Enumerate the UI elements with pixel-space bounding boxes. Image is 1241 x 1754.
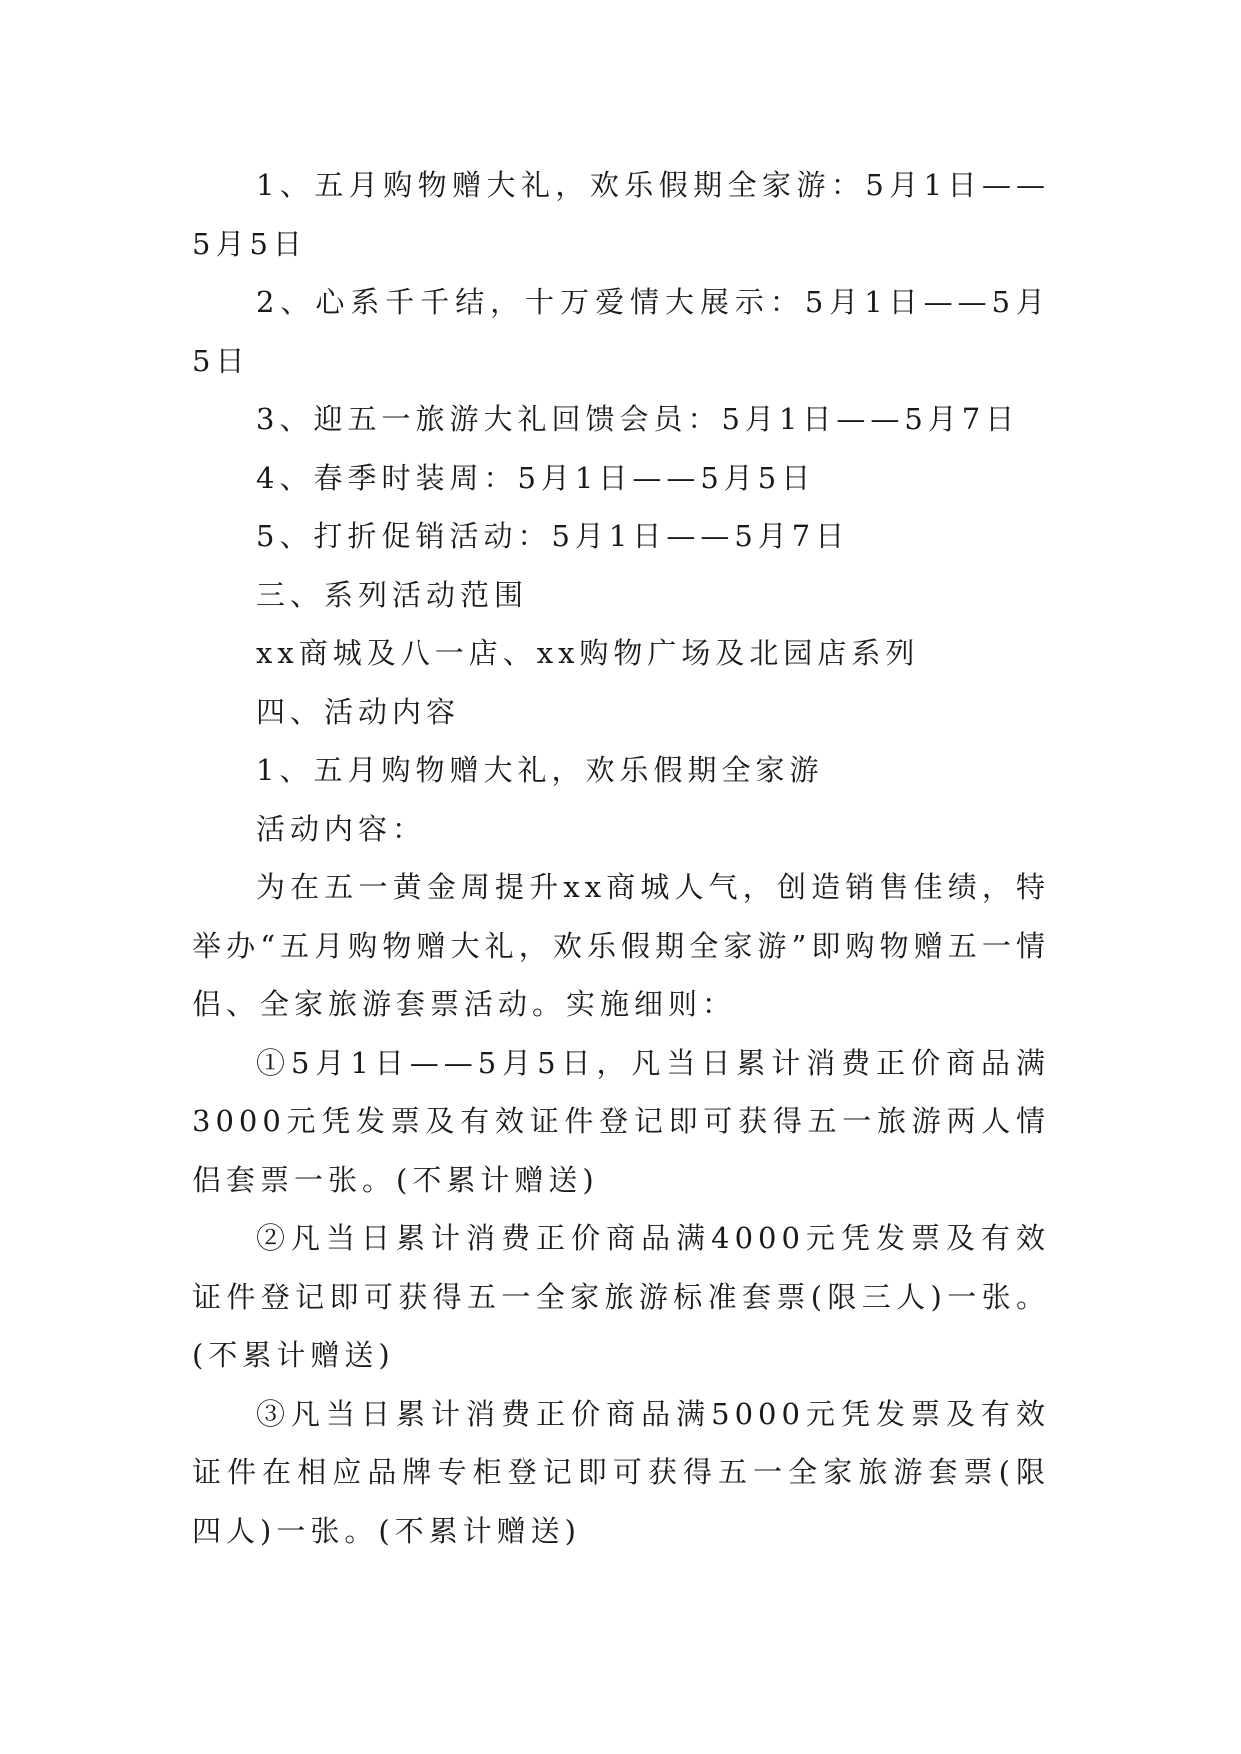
schedule-item-4: 4、春季时装周：5月1日——5月5日 — [256, 460, 816, 495]
activity-content-label: 活动内容： — [256, 811, 427, 846]
schedule-item-3: 3、迎五一旅游大礼回馈会员：5月1日——5月7日 — [256, 402, 1020, 436]
activity-title: 1、五月购物赠大礼，欢乐假期全家游 — [256, 753, 824, 787]
activity-intro: 为在五一黄金周提升xx商城人气，创造销售佳绩，特举办“五月购物赠大礼，欢乐假期全家游”即购物赠五一情侣、全家旅游套票活动。实施细则： — [192, 870, 1050, 1021]
schedule-item-1: 1、五月购物赠大礼，欢乐假期全家游：5月1日——5月5日 — [192, 168, 1050, 261]
section-heading-scope: 三、系列活动范围 — [256, 577, 529, 612]
schedule-item-2: 2、心系千千结，十万爱情大展示：5月1日——5月5日 — [192, 285, 1050, 378]
rule-item-1: ①5月1日——5月5日，凡当日累计消费正价商品满3000元凭发票及有效证件登记即可获得五一旅游两人情侣套票一张。(不累计赠送) — [192, 1045, 1050, 1197]
rule-item-2: ②凡当日累计消费正价商品满4000元凭发票及有效证件登记即可获得五一全家旅游标准套票(限三人)一张。(不累计赠送) — [192, 1221, 1050, 1372]
schedule-item-5: 5、打折促销活动：5月1日——5月7日 — [256, 519, 850, 553]
rule-item-3: ③凡当日累计消费正价商品满5000元凭发票及有效证件在相应品牌专柜登记即可获得五一全家旅游套票(限四人)一张。(不累计赠送) — [192, 1396, 1050, 1548]
scope-text: xx商城及八一店、xx购物广场及北园店系列 — [256, 636, 920, 670]
document-body — [192, 156, 1050, 1560]
section-heading-content: 四、活动内容 — [256, 694, 461, 729]
